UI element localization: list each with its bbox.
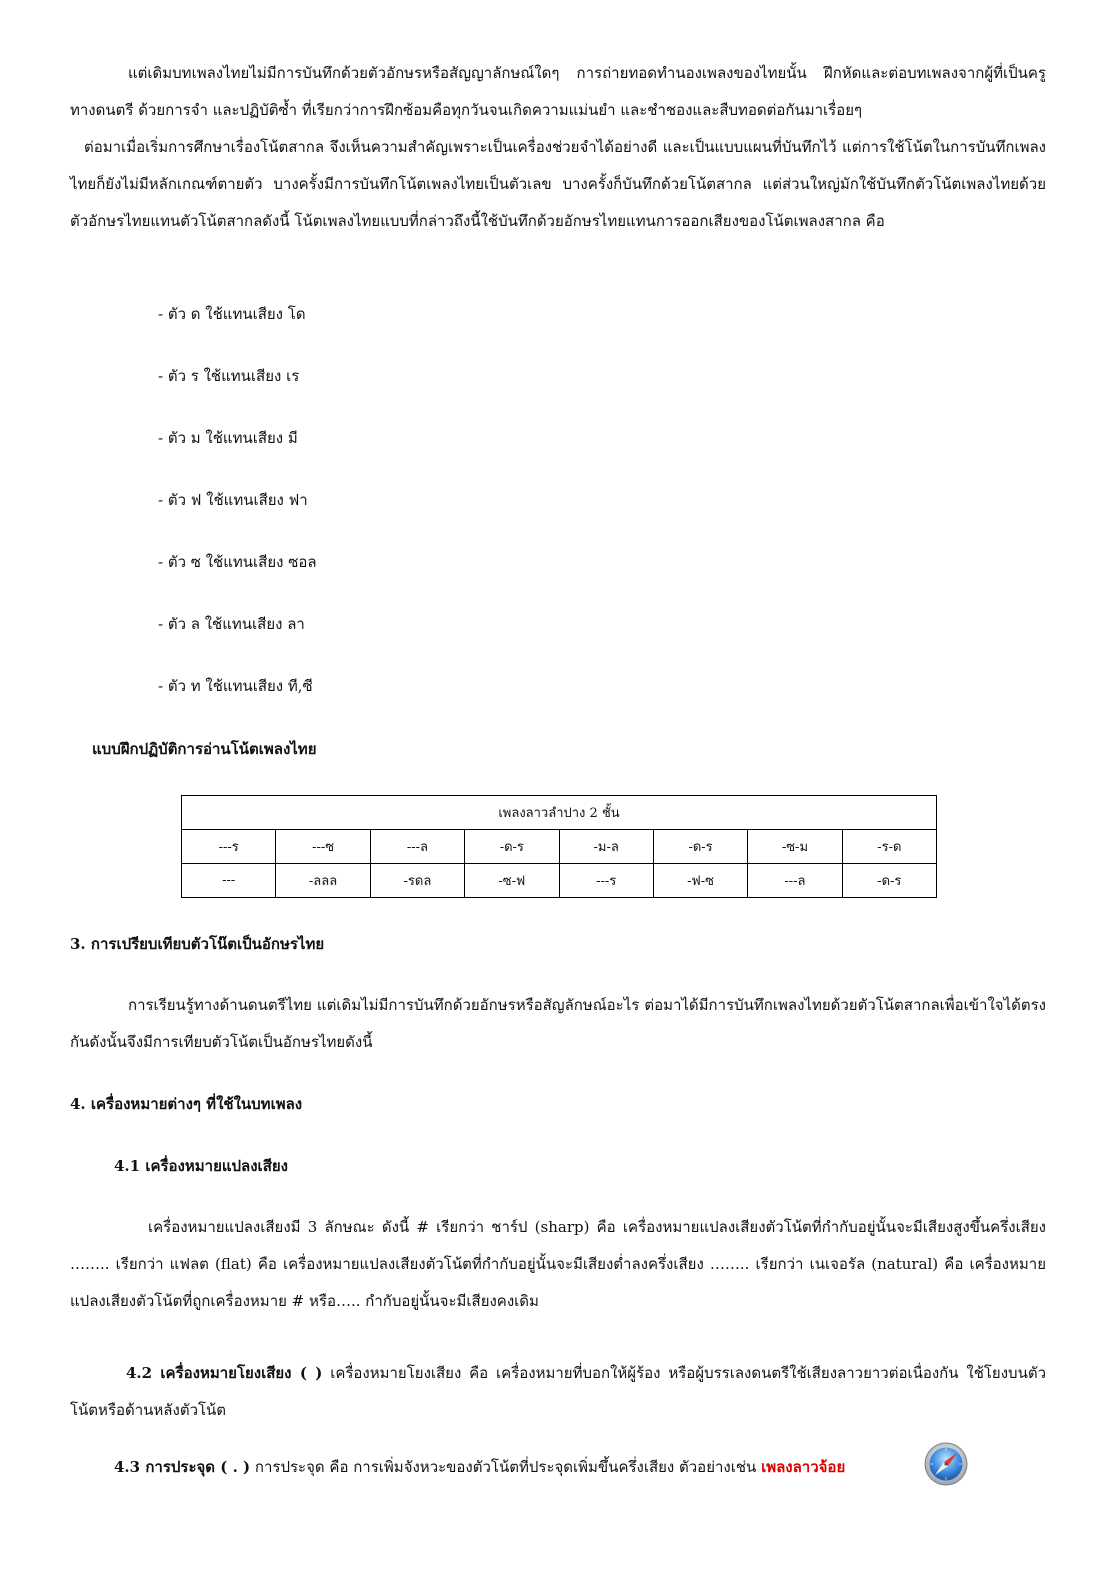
table-cell: -ด-ร <box>465 830 559 864</box>
table-cell: --- <box>182 864 276 898</box>
table-title: เพลงลาวลำปาง 2 ชั้น <box>182 796 937 830</box>
table-title-row <box>182 796 937 830</box>
table-cell: -ซ-ม <box>748 830 842 864</box>
table-cell: -ลลล <box>276 864 370 898</box>
section-4-2-paragraph <box>70 1355 1046 1429</box>
table-cell: ---ร <box>559 864 653 898</box>
note-table <box>181 795 937 898</box>
note-item: - ตัว ร ใช้แทนเสียง เร <box>158 367 300 385</box>
table-cell: -ฟ-ซ <box>653 864 747 898</box>
table-cell: ---ล <box>370 830 464 864</box>
note-item: - ตัว ซ ใช้แทนเสียง ซอล <box>158 553 317 571</box>
intro-paragraph-2: ต่อมาเมื่อเริ่มการศึกษาเรื่องโน้ตสากล จึงเห็นความสำคัญเพราะเป็นเครื่องช่วยจำได้อย่างดี และเป็นแบบแผนที่บันทึกไว้ แต่การใช้โน้ตในการบันทึกเพลงไทยก็ยังไม่มีหลักเกณฑ์ตายตัว บางครั้งมีการบันทึกโน้ตเพลงไทยเป็นตัวเลข บางครั้งก็บันทึกด้วยโน้ตสากล แต่ส่วนใหญ่มักใช้บันทึกตัวโน้ตเพลงไทยด้วยตัวอักษรไทยแทนตัวโน้ตสากลดังนี้ โน้ตเพลงไทยแบบที่กล่าวถึงนี้ใช้บันทึกด้วยอักษรไทยแทนการออกเสียงของโน้ตเพลงสากล คือ <box>70 138 1046 230</box>
note-item: - ตัว ด ใช้แทนเสียง โด <box>158 305 306 323</box>
section-4-2-heading: 4.2 เครื่องหมายโยงเสียง ( ) <box>126 1364 323 1382</box>
note-item: - ตัว ม ใช้แทนเสียง มี <box>158 429 298 447</box>
table-row <box>182 864 937 898</box>
practice-heading: แบบฝึกปฏิบัติการอ่านโน้ตเพลงไทย <box>92 740 317 758</box>
compass-icon[interactable] <box>924 1442 968 1486</box>
table-row <box>182 830 937 864</box>
note-item: - ตัว ล ใช้แทนเสียง ลา <box>158 615 305 633</box>
section-4-1-body: เครื่องหมายแปลงเสียงมี 3 ลักษณะ ดังนี้ # เรียกว่า ชาร์ป (sharp) คือ เครื่องหมายแปลงเสียงตัวโน้ตที่กำกับอยู่นั้นจะมีเสียงสูงขึ้นครึ่งเสียง …….. เรียกว่า แฟลต (flat) คือ เครื่องหมายแปลงเสียงตัวโน้ตที่กำกับอยู่นั้นจะมีเสียงต่ำลงครึ่งเสียง …….. เรียกว่า เนเจอรัล (natural) คือ เครื่องหมายแปลงเสียงตัวโน้ตที่ถูกเครื่องหมาย # หรือ….. กำกับอยู่นั้นจะมีเสียงคงเดิม <box>70 1218 1046 1310</box>
table-cell: -ซ-ฟ <box>465 864 559 898</box>
table-cell: -รดล <box>370 864 464 898</box>
note-item: - ตัว ท ใช้แทนเสียง ที,ซี <box>158 677 313 695</box>
table-cell: -ด-ร <box>653 830 747 864</box>
note-item: - ตัว ฟ ใช้แทนเสียง ฟา <box>158 491 308 509</box>
section-4-3-heading: 4.3 การประจุด ( . ) <box>114 1458 251 1476</box>
section-4-3-paragraph <box>114 1455 845 1479</box>
table-cell: -ด-ร <box>842 864 936 898</box>
section-4-1-heading: 4.1 เครื่องหมายแปลงเสียง <box>114 1157 288 1175</box>
intro-paragraph-1: แต่เดิมบทเพลงไทยไม่มีการบันทึกด้วยตัวอักษรหรือสัญญาลักษณ์ใดๆ การถ่ายทอดทำนองเพลงของไทยนั้น ฝึกหัดและต่อบทเพลงจากผู้ที่เป็นครูทางดนตรี ด้วยการจำ และปฏิบัติซ้ำ ที่เรียกว่าการฝึกซ้อมคือทุกวันจนเกิดความแม่นยำ และชำชองและสืบทอดต่อกันมาเรื่อยๆ <box>70 64 1046 119</box>
table-cell: -ร-ด <box>842 830 936 864</box>
section-4-heading: 4. เครื่องหมายต่างๆ ที่ใช้ในบทเพลง <box>70 1095 303 1113</box>
table-cell: ---ซ <box>276 830 370 864</box>
table-cell: -ม-ล <box>559 830 653 864</box>
section-3-heading: 3. การเปรียบเทียบตัวโน๊ตเป็นอักษรไทย <box>70 935 325 953</box>
table-cell: ---ร <box>182 830 276 864</box>
table-cell: ---ล <box>748 864 842 898</box>
section-3-body: การเรียนรู้ทางด้านดนตรีไทย แต่เดิมไม่มีการบันทึกด้วยอักษรหรือสัญลักษณ์อะไร ต่อมาได้มีการบันทึกเพลงไทยด้วยตัวโน้ตสากลเพื่อเข้าใจได้ตรงกันดังนั้นจึงมีการเทียบตัวโน้ตเป็นอักษรไทยดังนี้ <box>70 996 1046 1051</box>
section-4-2-body: เครื่องหมายโยงเสียง คือ เครื่องหมายที่บอกให้ผู้ร้อง หรือผู้บรรเลงดนตรีใช้เสียงลาวยาวต่อเนื่องกัน ใช้โยงบนตัวโน้ตหรือด้านหลังตัวโน้ต <box>70 1364 1046 1419</box>
section-4-3-body: การประจุด คือ การเพิ่มจังหวะของตัวโน้ตที่ประจุดเพิ่มขึ้นครึ่งเสียง ตัวอย่างเช่น <box>254 1458 757 1476</box>
song-link[interactable]: เพลงลาวจ้อย <box>761 1458 846 1476</box>
